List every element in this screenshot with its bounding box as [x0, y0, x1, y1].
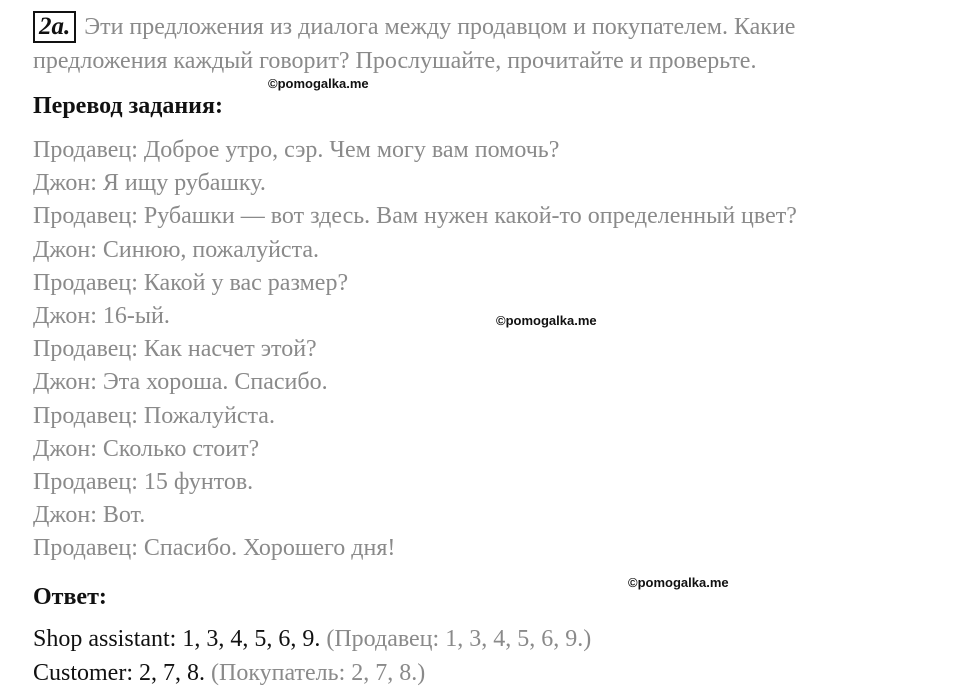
task-statement [33, 10, 933, 78]
task-text: Эти предложения из диалога между продавцом и покупателем. Какие предложения каждый говорит? Прослушайте, прочитайте и проверьте. [33, 14, 796, 74]
dialogue-line: Джон: Эта хороша. Спасибо. [33, 369, 328, 396]
dialogue-line: Продавец: Пожалуйста. [33, 402, 275, 429]
dialogue-line: Продавец: Рубашки — вот здесь. Вам нужен какой-то определенный цвет? [33, 203, 797, 230]
dialogue-line: Продавец: Доброе утро, сэр. Чем могу вам помочь? [33, 137, 560, 163]
answer-main: Shop assistant: 1, 3, 4, 5, 6, 9. [33, 626, 321, 652]
task-number-badge: 2a. [33, 11, 76, 43]
watermark: ©pomogalka.me [496, 313, 597, 328]
dialogue-line: Джон: Вот. [33, 502, 146, 529]
dialogue-line: Джон: Я ищу рубашку. [33, 170, 266, 197]
dialogue-line: Продавец: Как насчет этой? [33, 336, 317, 363]
dialogue-line: Джон: 16-ый. [33, 303, 170, 330]
answer-translation: (Покупатель: 2, 7, 8.) [211, 660, 426, 686]
answer-heading: Ответ: [33, 584, 107, 610]
dialogue-line: Джон: Синюю, пожалуйста. [33, 236, 320, 263]
dialogue-list [33, 134, 797, 566]
answer-customer [33, 660, 425, 687]
dialogue-line: Продавец: Какой у вас размер? [33, 269, 349, 296]
answer-shop-assistant [33, 626, 591, 653]
answer-translation: (Продавец: 1, 3, 4, 5, 6, 9.) [326, 626, 592, 652]
translation-heading: Перевод задания: [33, 93, 223, 119]
watermark: ©pomogalka.me [628, 575, 729, 590]
dialogue-line: Продавец: Спасибо. Хорошего дня! [33, 535, 396, 562]
dialogue-line: Продавец: 15 фунтов. [33, 469, 254, 496]
dialogue-line: Джон: Сколько стоит? [33, 435, 260, 462]
answer-main: Customer: 2, 7, 8. [33, 660, 205, 686]
watermark: ©pomogalka.me [268, 76, 369, 91]
